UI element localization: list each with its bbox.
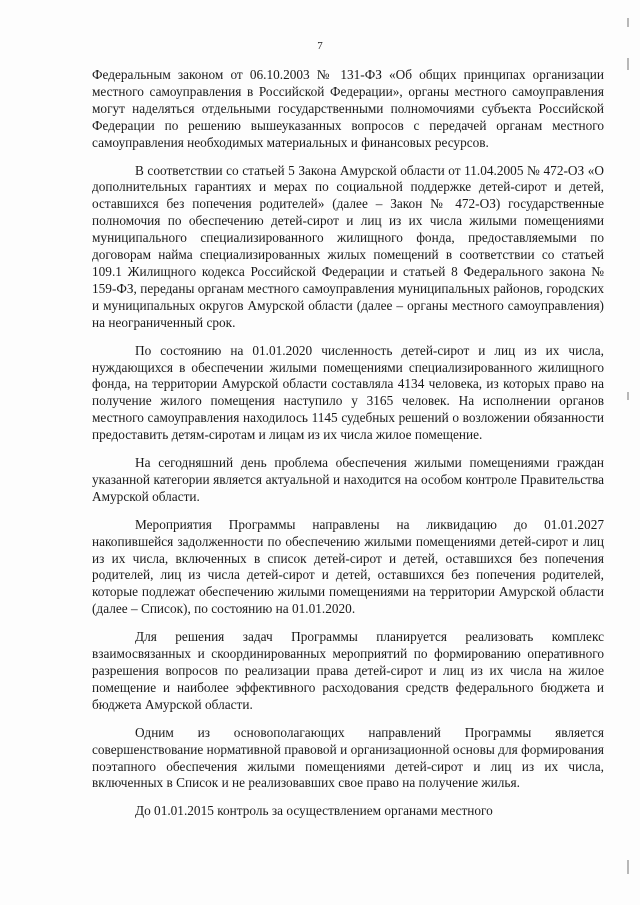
paragraph-8: До 01.01.2015 контроль за осуществлением органами местного [135, 803, 493, 819]
paragraph-5: Мероприятия Программы направлены на ликвидацию до 01.01.2027 накопившейся задолженности по обеспечению жилыми помещениями детей-сирот и лиц из их числа, включенных в список детей-сирот и детей, оставшихся без попечения родителей, лиц из числа детей-сирот и детей, оставшихся без попечения родителей, которые подлежат обеспечению жилыми помещениями на территории Амурской области (далее – Список), по состоянию на 01.01.2020. [92, 516, 604, 617]
document-body [92, 67, 604, 831]
paragraph-7: Одним из основополагающих направлений Программы является совершенствование нормативной правовой и организационной основы для формирования поэтапного обеспечения жилыми помещениями детей-сирот и лиц из их числа, включенных в Список и не реализовавших свое право на получение жилья. [92, 724, 604, 791]
scan-edge-mark [627, 860, 629, 874]
paragraph-3: По состоянию на 01.01.2020 численность детей-сирот и лиц из их числа, нуждающихся в обеспечении жилыми помещениями специализированного жилищного фонда, на территории Амурской области составляла 4134 человека, из которых право на получение жилого помещения наступило у 3165 человек. На исполнении органов местного самоуправления находилось 1145 судебных решений о возложении обязанности предоставить детям-сиротам и лицам из их числа жилое помещение. [92, 342, 604, 443]
scan-edge-mark [627, 18, 629, 27]
paragraph-4: На сегодняшний день проблема обеспечения жилыми помещениями граждан указанной категории является актуальной и находится на особом контроле Правительства Амурской области. [92, 455, 604, 504]
page-number: 7 [317, 40, 323, 52]
scan-edge-mark [627, 58, 629, 70]
scan-edge-mark [627, 392, 629, 400]
paragraph-2: В соответствии со статьей 5 Закона Амурской области от 11.04.2005 № 472-ОЗ «О дополнительных гарантиях и мерах по социальной поддержке детей-сирот и детей, оставшихся без попечения родителей» (далее – Закон № 472-ОЗ) государственные полномочия по обеспечению детей-сирот и лиц из их числа жилыми помещениями муниципального специализированного жилищного фонда, предоставляемыми по договорам найма специализированных жилых помещений в соответствии со статьей 109.1 Жилищного кодекса Российской Федерации и статьей 8 Федерального закона № 159-ФЗ, переданы органам местного самоуправления муниципальных районов, городских и муниципальных округов Амурской области (далее – органы местного самоуправления) на неограниченный срок. [92, 162, 604, 330]
paragraph-1: Федеральным законом от 06.10.2003 № 131-ФЗ «Об общих принципах организации местного самоуправления в Российской Федерации», органы местного самоуправления могут наделяться отдельными государственными полномочиями субъекта Российской Федерации по решению вышеуказанных вопросов с передачей органам местного самоуправления необходимых материальных и финансовых ресурсов. [92, 67, 604, 150]
paragraph-6: Для решения задач Программы планируется реализовать комплекс взаимосвязанных и скоординированных мероприятий по формированию оперативного разрешения вопросов по реализации права детей-сирот и лиц из их числа на жилое помещение и наиболее эффективного расходования средств федерального бюджета и бюджета Амурской области. [92, 629, 604, 712]
